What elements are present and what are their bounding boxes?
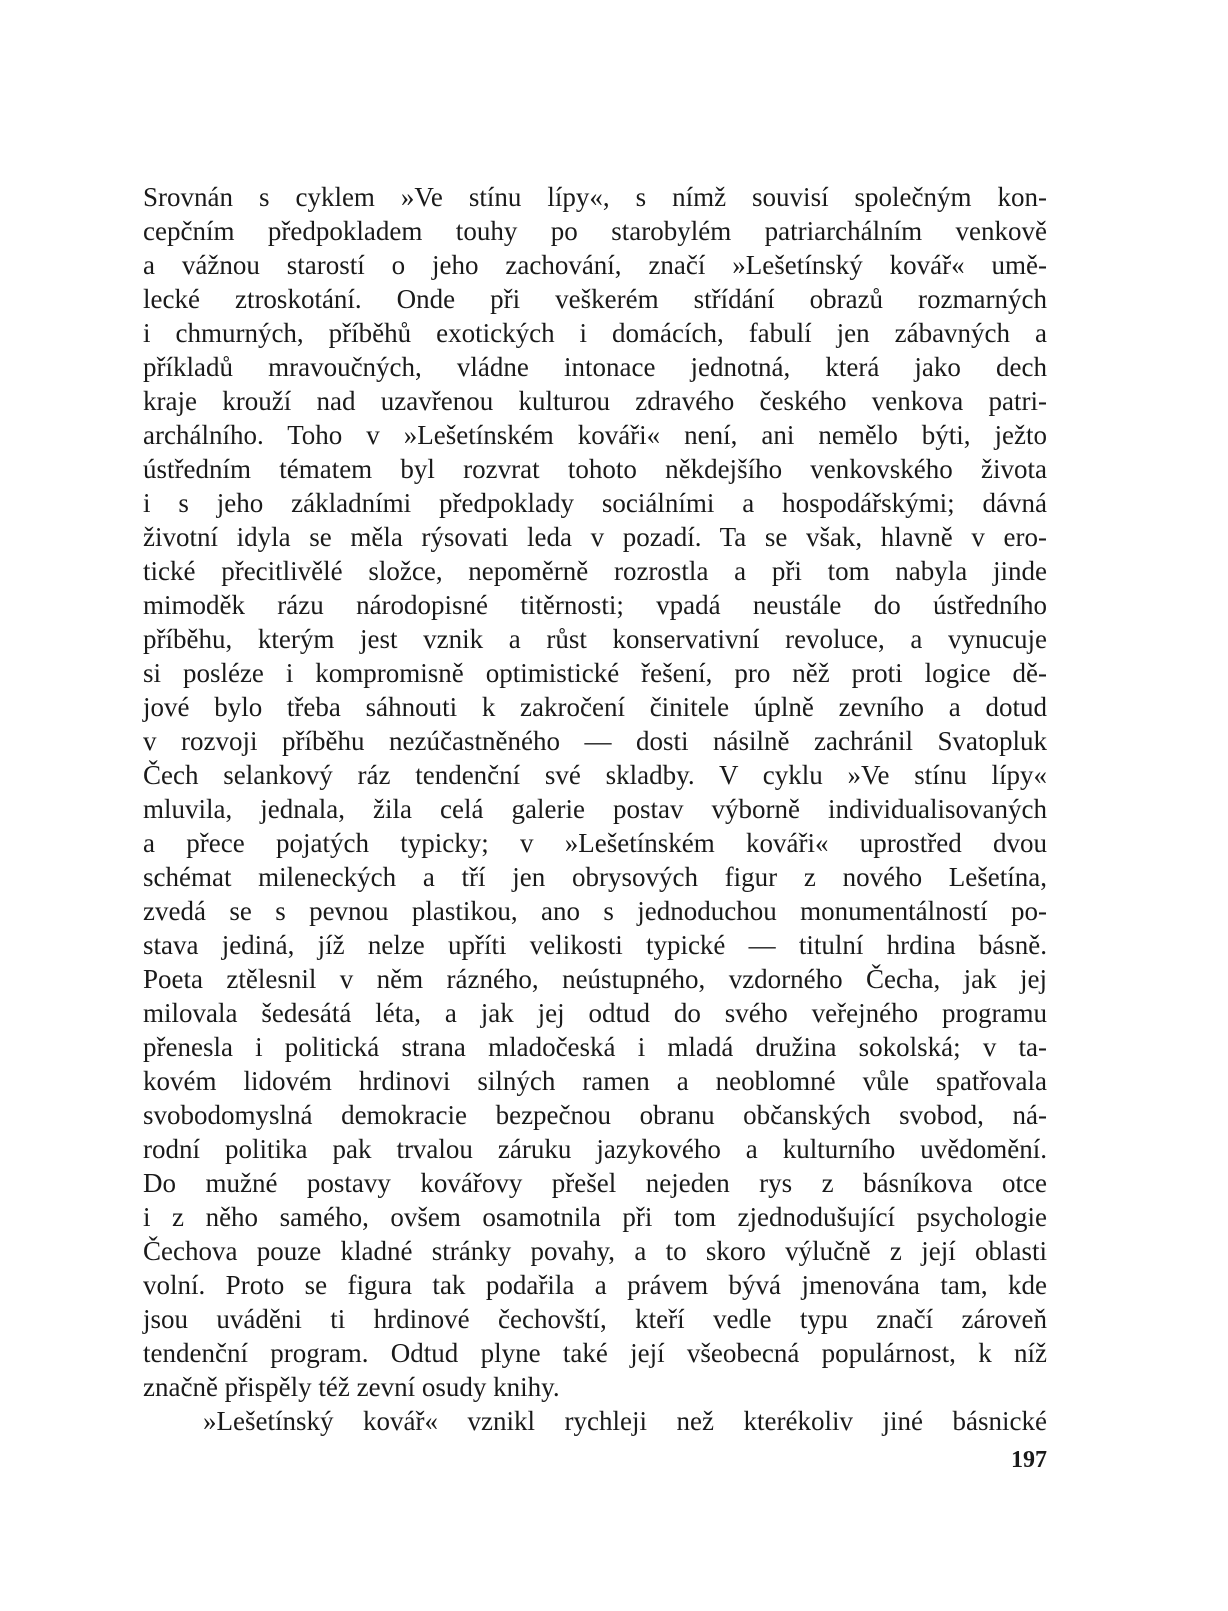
text-line: v rozvoji příběhu nezúčastněného — dosti násilně zachránil Svatopluk <box>143 726 1047 756</box>
body-text <box>143 180 1047 1438</box>
text-line: kraje krouží nad uzavřenou kulturou zdravého českého venkova patri- <box>143 386 1047 416</box>
text-line: volní. Proto se figura tak podařila a právem bývá jmenována tam, kde <box>143 1270 1047 1300</box>
text-line: cepčním předpokladem touhy po starobylém patriarchálním venkově <box>143 216 1047 246</box>
text-line: stava jediná, jíž nelze upříti velikosti typické — titulní hrdina básně. <box>143 930 1047 960</box>
text-line: životní idyla se měla rýsovati leda v pozadí. Ta se však, hlavně v ero- <box>143 522 1047 552</box>
text-line: archálního. Toho v »Lešetínském kováři« není, ani nemělo býti, ježto <box>143 420 1047 450</box>
text-line: ústředním tématem byl rozvrat tohoto někdejšího venkovského života <box>143 454 1047 484</box>
text-line: tické přecitlivělé složce, nepoměrně rozrostla a při tom nabyla jinde <box>143 556 1047 586</box>
text-line: zvedá se s pevnou plastikou, ano s jednoduchou monumentálností po- <box>143 896 1047 926</box>
text-line: a vážnou starostí o jeho zachování, značí »Lešetínský kovář« umě- <box>143 250 1047 280</box>
text-line: jové bylo třeba sáhnouti k zakročení činitele úplně zevního a dotud <box>143 692 1047 722</box>
text-line: si posléze i kompromisně optimistické řešení, pro něž proti logice dě- <box>143 658 1047 688</box>
text-line: a přece pojatých typicky; v »Lešetínském kováři« uprostřed dvou <box>143 828 1047 858</box>
text-line: Čech selankový ráz tendenční své skladby. V cyklu »Ve stínu lípy« <box>143 760 1047 790</box>
text-line: i s jeho základními předpoklady sociálními a hospodářskými; dávná <box>143 488 1047 518</box>
text-line: příkladů mravoučných, vládne intonace jednotná, která jako dech <box>143 352 1047 382</box>
text-line: »Lešetínský kovář« vznikl rychleji než kterékoliv jiné básnické <box>203 1406 1047 1436</box>
text-line: milovala šedesátá léta, a jak jej odtud do svého veřejného programu <box>143 998 1047 1028</box>
text-line: značně přispěly též zevní osudy knihy. <box>143 1372 560 1402</box>
text-line: rodní politika pak trvalou záruku jazykového a kulturního uvědomění. <box>143 1134 1047 1164</box>
text-line: přenesla i politická strana mladočeská i mladá družina sokolská; v ta- <box>143 1032 1047 1062</box>
page-number: 197 <box>1011 1447 1047 1473</box>
text-line: i chmurných, příběhů exotických i domácích, fabulí jen zábavných a <box>143 318 1047 348</box>
text-line: příběhu, kterým jest vznik a růst konservativní revoluce, a vynucuje <box>143 624 1047 654</box>
text-line: mimoděk rázu národopisné titěrnosti; vpadá neustále do ústředního <box>143 590 1047 620</box>
text-line: i z něho samého, ovšem osamotnila při tom zjednodušující psychologie <box>143 1202 1047 1232</box>
text-line: Poeta ztělesnil v něm rázného, neústupného, vzdorného Čecha, jak jej <box>143 964 1047 994</box>
text-line: svobodomyslná demokracie bezpečnou obranu občanských svobod, ná- <box>143 1100 1047 1130</box>
text-line: lecké ztroskotání. Onde při veškerém střídání obrazů rozmarných <box>143 284 1047 314</box>
text-line: jsou uváděni ti hrdinové čechovští, kteří vedle typu značí zároveň <box>143 1304 1047 1334</box>
text-line: mluvila, jednala, žila celá galerie postav výborně individualisovaných <box>143 794 1047 824</box>
text-line: Srovnán s cyklem »Ve stínu lípy«, s nímž souvisí společným kon- <box>143 182 1047 212</box>
text-line: Čechova pouze kladné stránky povahy, a to skoro výlučně z její oblasti <box>143 1236 1047 1266</box>
text-line: tendenční program. Odtud plyne také její všeobecná populárnost, k níž <box>143 1338 1047 1368</box>
text-line: kovém lidovém hrdinovi silných ramen a neoblomné vůle spatřovala <box>143 1066 1047 1096</box>
text-line: Do mužné postavy kovářovy přešel nejeden rys z básníkova otce <box>143 1168 1047 1198</box>
text-line: schémat mileneckých a tří jen obrysových figur z nového Lešetína, <box>143 862 1047 892</box>
